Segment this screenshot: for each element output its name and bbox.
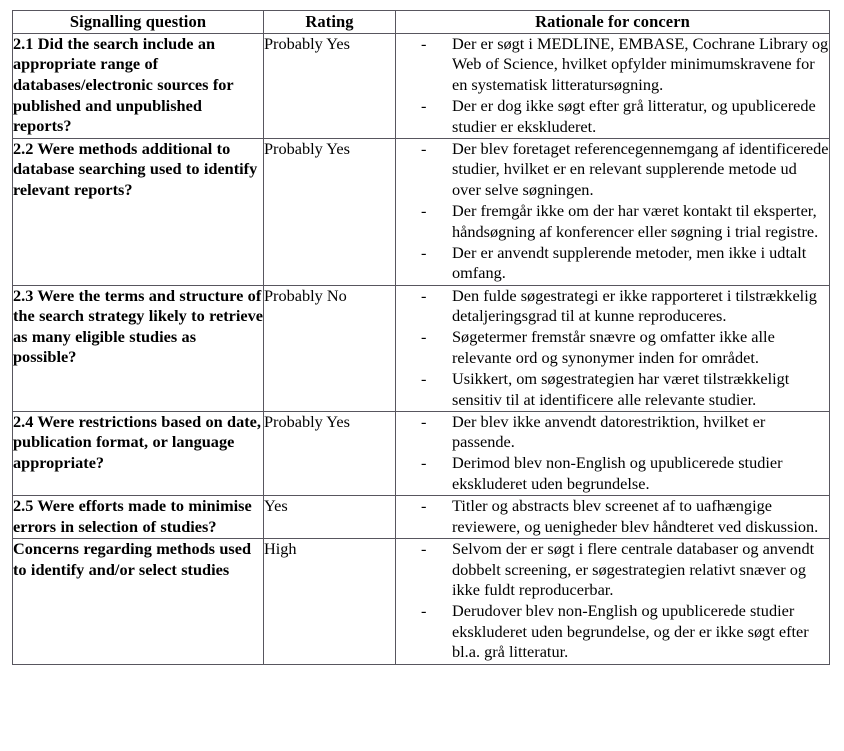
rationale-bullet-text: Usikkert, om søgestrategien har været tilstrækkeligt sensitiv til at identificere alle relevante studier.	[452, 369, 790, 409]
table-row	[13, 538, 830, 664]
cell-rationale	[396, 538, 830, 664]
bullet-dash-icon: -	[421, 601, 427, 621]
cell-rationale	[396, 33, 830, 138]
cell-rating: Yes	[264, 496, 396, 539]
cell-rating: Probably Yes	[264, 138, 396, 285]
bullet-dash-icon: -	[421, 411, 427, 431]
rationale-bullet-text: Selvom der er søgt i flere centrale databaser og anvendt dobbelt screening, er søgestrategien relativt snæver og ikke fuldt reproducerbar.	[452, 538, 815, 600]
rationale-list	[396, 496, 829, 537]
risk-of-bias-table	[12, 10, 830, 665]
bullet-dash-icon: -	[421, 453, 427, 473]
rationale-list	[396, 412, 829, 495]
bullet-dash-icon: -	[421, 285, 427, 305]
rationale-list	[396, 286, 829, 411]
rationale-bullet	[396, 34, 829, 96]
rationale-bullet-text: Der er søgt i MEDLINE, EMBASE, Cochrane Library og Web of Science, hvilket opfylder minimumskravene for en systematisk litteratursøgning.	[452, 33, 829, 94]
rationale-bullet-text: Derudover blev non-English og upublicerede studier ekskluderet uden begrundelse, og der er ikke søgt efter bl.a. grå litteratur.	[452, 601, 809, 662]
column-header-rating: Rating	[264, 11, 396, 34]
cell-rating: High	[264, 538, 396, 664]
rationale-bullet	[396, 96, 829, 137]
cell-signalling-question: 2.2 Were methods additional to database searching used to identify relevant reports?	[13, 138, 264, 285]
bullet-dash-icon: -	[421, 33, 427, 53]
cell-rationale	[396, 411, 830, 495]
rationale-list	[396, 139, 829, 284]
rationale-bullet	[396, 201, 829, 242]
rationale-bullet-text: Der blev ikke anvendt datorestriktion, hvilket er passende.	[452, 411, 766, 452]
bullet-dash-icon: -	[421, 496, 427, 516]
rationale-bullet	[396, 139, 829, 201]
cell-rationale	[396, 285, 830, 411]
bullet-dash-icon: -	[421, 327, 427, 347]
bullet-dash-icon: -	[421, 96, 427, 116]
rationale-bullet	[396, 453, 829, 494]
rationale-bullet	[396, 601, 829, 663]
rationale-bullet	[396, 496, 829, 537]
rationale-bullet-text: Den fulde søgestrategi er ikke rapporteret i tilstrækkelig detaljeringsgrad til at kunne reproduceres.	[452, 285, 817, 326]
cell-signalling-question: 2.3 Were the terms and structure of the search strategy likely to retrieve as many eligible studies as possible?	[13, 285, 264, 411]
cell-rating: Probably No	[264, 285, 396, 411]
rationale-list	[396, 539, 829, 663]
table-header	[13, 11, 830, 34]
table-row	[13, 285, 830, 411]
rationale-bullet-text: Søgetermer fremstår snævre og omfatter ikke alle relevante ord og synonymer inden for området.	[452, 327, 775, 367]
table-body	[13, 33, 830, 664]
table-row	[13, 496, 830, 539]
cell-rating: Probably Yes	[264, 411, 396, 495]
column-header-rationale: Rationale for concern	[396, 11, 830, 34]
rationale-bullet	[396, 243, 829, 284]
column-header-signalling-question: Signalling question	[13, 11, 264, 34]
rationale-list	[396, 34, 829, 138]
bullet-dash-icon: -	[421, 242, 427, 262]
rationale-bullet	[396, 369, 829, 410]
rationale-bullet	[396, 286, 829, 327]
cell-rationale	[396, 138, 830, 285]
rationale-bullet-text: Titler og abstracts blev screenet af to uafhængige reviewere, og uenigheder blev håndteret ved diskussion.	[452, 496, 819, 536]
rationale-bullet	[396, 539, 829, 601]
rationale-bullet	[396, 327, 829, 368]
rationale-bullet-text: Der er dog ikke søgt efter grå litteratur, og upublicerede studier er ekskluderet.	[452, 96, 816, 136]
rationale-bullet-text: Derimod blev non-English og upublicerede studier ekskluderet uden begrundelse.	[452, 453, 783, 494]
rationale-bullet-text: Der blev foretaget referencegennemgang af identificerede studier, hvilket er en relevant supplerende metode ud over selve søgningen.	[452, 138, 829, 200]
table-header-row	[13, 11, 830, 34]
cell-signalling-question: Concerns regarding methods used to identify and/or select studies	[13, 538, 264, 664]
cell-rationale	[396, 496, 830, 539]
table-row	[13, 138, 830, 285]
rationale-bullet-text: Der er anvendt supplerende metoder, men ikke i udtalt omfang.	[452, 242, 807, 283]
bullet-dash-icon: -	[421, 138, 427, 158]
cell-rating: Probably Yes	[264, 33, 396, 138]
rationale-bullet	[396, 412, 829, 453]
bullet-dash-icon: -	[421, 369, 427, 389]
rationale-bullet-text: Der fremgår ikke om der har været kontakt til eksperter, håndsøgning af konferencer eller søgning i trial registre.	[452, 201, 819, 241]
table-row	[13, 33, 830, 138]
cell-signalling-question: 2.5 Were efforts made to minimise errors in selection of studies?	[13, 496, 264, 539]
cell-signalling-question: 2.1 Did the search include an appropriate range of databases/electronic sources for published and unpublished reports?	[13, 33, 264, 138]
cell-signalling-question: 2.4 Were restrictions based on date, publication format, or language appropriate?	[13, 411, 264, 495]
table-row	[13, 411, 830, 495]
bullet-dash-icon: -	[421, 538, 427, 558]
bullet-dash-icon: -	[421, 201, 427, 221]
